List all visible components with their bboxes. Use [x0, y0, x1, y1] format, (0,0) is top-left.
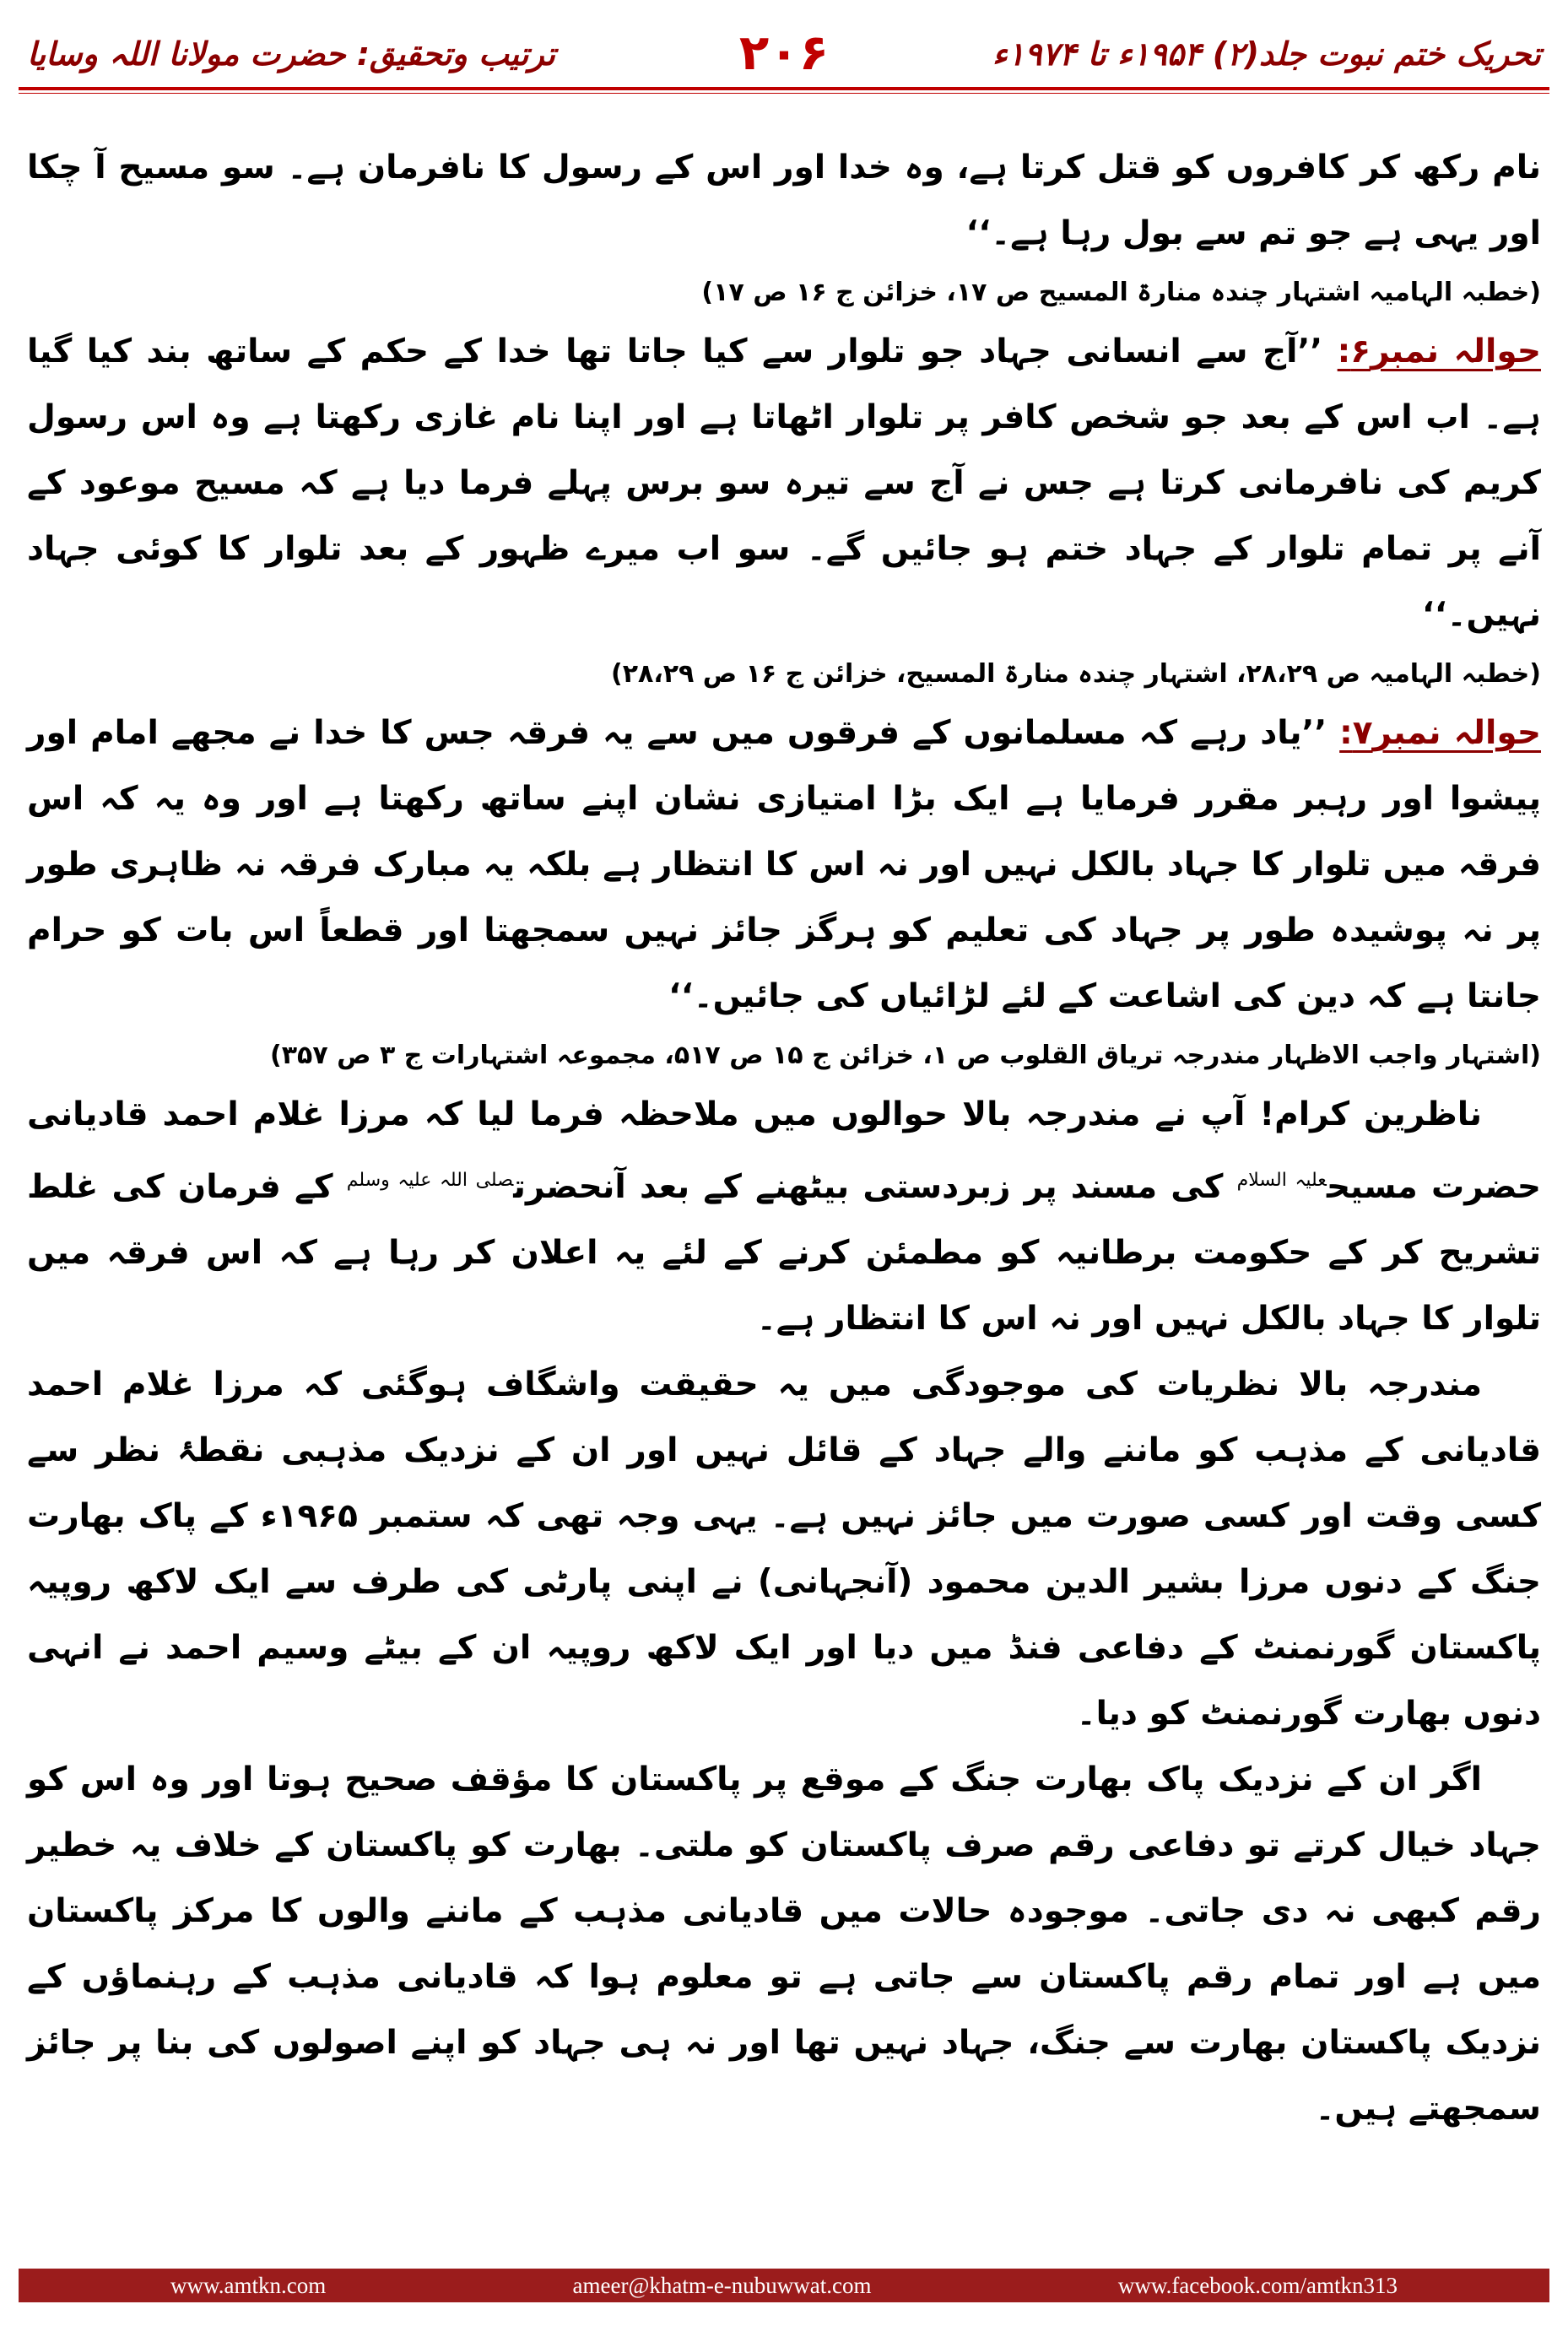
compiler-credit: ترتیب وتحقیق: حضرت مولانا اللہ وسایا	[27, 35, 555, 73]
paragraph-2: مندرجہ بالا نظریات کی موجودگی میں یہ حقیقت واشگاف ہوگئی کہ مرزا غلام احمد قادیانی کے مذہب کو ماننے والے جہاد کے قائل نہیں اور ان کے نزدیک مذہبی نقطۂ نظر سے کسی وقت اور کسی صورت میں جائز نہیں ہے۔ یہی وجہ تھی کہ ستمبر ۱۹۶۵ء کے پاک بھارت جنگ کے دنوں مرزا بشیر الدین محمود (آنجہانی) نے اپنی پارٹی کی طرف سے ایک لاکھ روپیہ پاکستان گورنمنٹ کے دفاعی فنڈ میں دیا اور ایک لاکھ روپیہ ان کے بیٹے وسیم احمد نے انہی دنوں بھارت گورنمنٹ کو دیا۔	[27, 1366, 1541, 1733]
paragraph-3: اگر ان کے نزدیک پاک بھارت جنگ کے موقع پر پاکستان کا مؤقف صحیح ہوتا اور وہ اس کو جہاد خیال کرتے تو دفاعی رقم صرف پاکستان کو ملتی۔ بھارت کو پاکستان کے خلاف یہ خطیر رقم کبھی نہ دی جاتی۔ موجودہ حالات میں قادیانی مذہب کے ماننے والوں کا مرکز پاکستان میں ہے اور تمام رقم پاکستان سے جاتی ہے تو معلوم ہوا کہ قادیانی مذہب کے رہنماؤں کے نزدیک پاکستان بھارت سے جنگ، جہاد نہیں تھا اور نہ ہی جہاد کو اپنے اصولوں کی بنا پر جائز سمجھتے ہیں۔	[27, 1761, 1541, 2128]
reference-6-label: حوالہ نمبر۶:	[1337, 333, 1541, 371]
website-link[interactable]: www.amtkn.com	[170, 2272, 327, 2298]
header-divider	[19, 87, 1549, 90]
page-body	[27, 135, 1541, 2142]
paragraph-1-part-a: ناظرین کرام! آپ نے مندرجہ بالا حوالوں میں ملاحظہ فرما لیا کہ مرزا غلام احمد قادیانی حضرت مسیح	[27, 1095, 1542, 1206]
honorific-salutation: صلی اللہ علیہ وسلم	[346, 1170, 514, 1191]
reference-7	[27, 700, 1541, 1030]
email-link[interactable]: ameer@khatm-e-nubuwwat.com	[572, 2272, 872, 2298]
reference-7-text: ’’یاد رہے کہ مسلمانوں کے فرقوں میں سے یہ فرقہ جس کا خدا نے مجھے امام اور پیشوا اور رہبر مقرر فرمایا ہے ایک بڑا امتیازی نشان اپنے ساتھ رکھتا ہے اور وہ یہ کہ اس فرقہ میں تلوار کا جہاد بالکل نہیں اور نہ اس کا انتظار ہے بلکہ یہ مبارک فرقہ نہ ظاہری طور پر نہ پوشیدہ طور پر جہاد کی تعلیم کو ہرگز جائز نہیں سمجھتا اور قطعاً اس بات کو حرام جانتا ہے کہ دین کی اشاعت کے لئے لڑائیاں کی جائیں۔‘‘	[27, 714, 1541, 1015]
reference-6	[27, 319, 1541, 648]
page-header	[19, 24, 1549, 91]
facebook-link[interactable]: www.facebook.com/amtkn313	[1117, 2272, 1398, 2298]
reference-7-label: حوالہ نمبر۷:	[1339, 714, 1541, 752]
citation-3: (اشتہار واجب الاظہار مندرجہ تریاق القلوب ص ۱، خزائن ج ۱۵ ص ۵۱۷، مجموعہ اشتہارات ج ۳ ص ۳۵۷)	[270, 1041, 1541, 1070]
paragraph-1-part-c: کے فرمان کی غلط تشریح کر کے حکومت برطانیہ کو مطمئن کرنے کے لئے یہ اعلان کر رہا ہے کہ اس فرقہ میں تلوار کا جہاد بالکل نہیں اور نہ اس کا انتظار ہے۔	[27, 1168, 1541, 1338]
continued-quote: نام رکھ کر کافروں کو قتل کرتا ہے، وہ خدا اور اس کے رسول کا نافرمان ہے۔ سو مسیح آ چکا اور یہی ہے جو تم سے بول رہا ہے۔‘‘	[27, 149, 1541, 252]
page-number: ۲۰۶	[738, 24, 830, 81]
reference-6-text: ’’آج سے انسانی جہاد جو تلوار سے کیا جاتا تھا خدا کے حکم کے ساتھ بند کیا گیا ہے۔ اب اس کے بعد جو شخص کافر پر تلوار اٹھاتا ہے اور اپنا نام غازی رکھتا ہے وہ اس رسول کریم کی نافرمانی کرتا ہے جس نے آج سے تیرہ سو برس پہلے فرما دیا ہے کہ مسیح موعود کے آنے پر تمام تلوار کے جہاد ختم ہو جائیں گے۔ سو اب میرے ظہور کے بعد تلوار کا کوئی جہاد نہیں۔‘‘	[27, 333, 1541, 634]
paragraph-1-part-b: کی مسند پر زبردستی بیٹھنے کے بعد آنحضرت	[513, 1168, 1237, 1206]
page-footer	[19, 2269, 1549, 2302]
honorific-alayhis-salam: علیہ السلام	[1236, 1170, 1327, 1191]
citation-1: (خطبہ الہامیہ اشتہار چندہ منارۃ المسیح ص ۱۷، خزائن ج ۱۶ ص ۱۷)	[701, 278, 1541, 307]
paragraph-1	[27, 1082, 1541, 1352]
book-title: تحریک ختم نبوت جلد(۲) ۱۹۵۴ء تا ۱۹۷۴ء	[992, 35, 1541, 73]
citation-2: (خطبہ الہامیہ ص ۲۸،۲۹، اشتہار چندہ منارۃ المسیح، خزائن ج ۱۶ ص ۲۸،۲۹)	[611, 659, 1541, 689]
header-divider-thin	[19, 93, 1549, 94]
